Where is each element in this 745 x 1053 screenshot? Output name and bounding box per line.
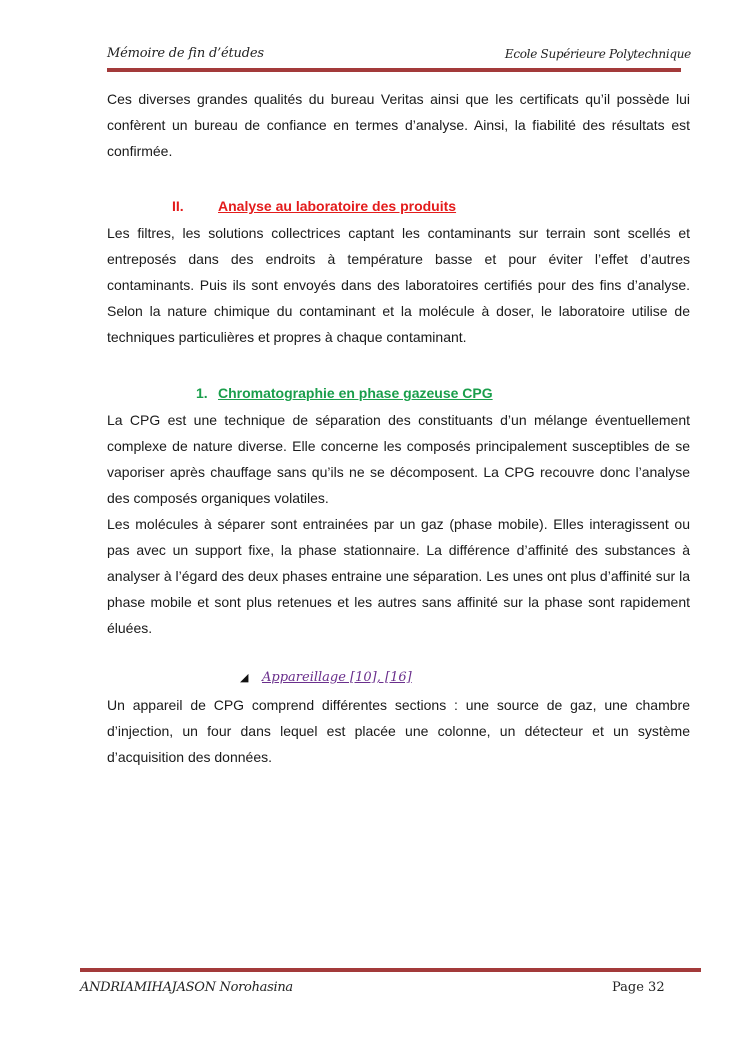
section-number: II. xyxy=(172,198,184,214)
subsection-heading-cpg xyxy=(196,385,493,401)
cpg-paragraph-1: La CPG est une technique de séparation des constituants d’un mélange éventuellement complexe de nature diverse. Elle concerne les composés principalement susceptibles de se vaporiser après chauffage sans qu’ils ne se décomposent. La CPG recouvre donc l’analyse des composés organiques volatiles. xyxy=(107,412,690,506)
section-title: Analyse au laboratoire des produits xyxy=(218,198,457,214)
bullet-heading-appareillage xyxy=(240,670,412,685)
header-school-name: Ecole Supérieure Polytechnique xyxy=(504,47,691,61)
appareillage-paragraph: Un appareil de CPG comprend différentes sections : une source de gaz, une chambre d’injection, un four dans lequel est placée une colonne, un détecteur et un système d’acquisition des données. xyxy=(107,697,690,765)
header-rule xyxy=(107,68,681,72)
intro-paragraph: Ces diverses grandes qualités du bureau Veritas ainsi que les certificats qu’il possède lui confèrent un bureau de confiance en termes d’analyse. Ainsi, la fiabilité des résultats est confirmée. xyxy=(107,91,690,159)
footer-page-number: Page 32 xyxy=(612,980,665,995)
section-heading-analyse xyxy=(172,198,456,214)
subsection-number: 1. xyxy=(196,385,208,401)
cpg-paragraph-2: Les molécules à séparer sont entrainées par un gaz (phase mobile). Elles interagissent ou pas avec un support fixe, la phase stationnaire. La différence d’affinité des substances à analyser à l’égard des deux phases entraine une séparation. Les unes ont plus d’affinité sur la phase mobile et sont plus retenues et les autres sans affinité sur la phase sont rapidement éluées. xyxy=(107,516,690,636)
footer-rule xyxy=(80,968,701,972)
bullet-title: Appareillage [10], [16] xyxy=(262,670,412,685)
footer-author: ANDRIAMIHAJASON Norohasina xyxy=(80,980,293,995)
section-paragraph: Les filtres, les solutions collectrices captant les contaminants sur terrain sont scellés et entreposés dans des endroits à température basse et pour éviter l’effet d’autres contaminants. Puis ils sont envoyés dans des laboratoires certifiés pour des fins d’analyse. Selon la nature chimique du contaminant et la molécule à doser, le laboratoire utilise de techniques particulières et propres à chaque contaminant. xyxy=(107,225,690,345)
arrow-bullet-icon: ◢ xyxy=(240,671,249,684)
header-thesis-title: Mémoire de fin d’études xyxy=(107,46,264,61)
subsection-title: Chromatographie en phase gazeuse CPG xyxy=(218,385,493,401)
cpg-paragraphs xyxy=(107,407,690,641)
